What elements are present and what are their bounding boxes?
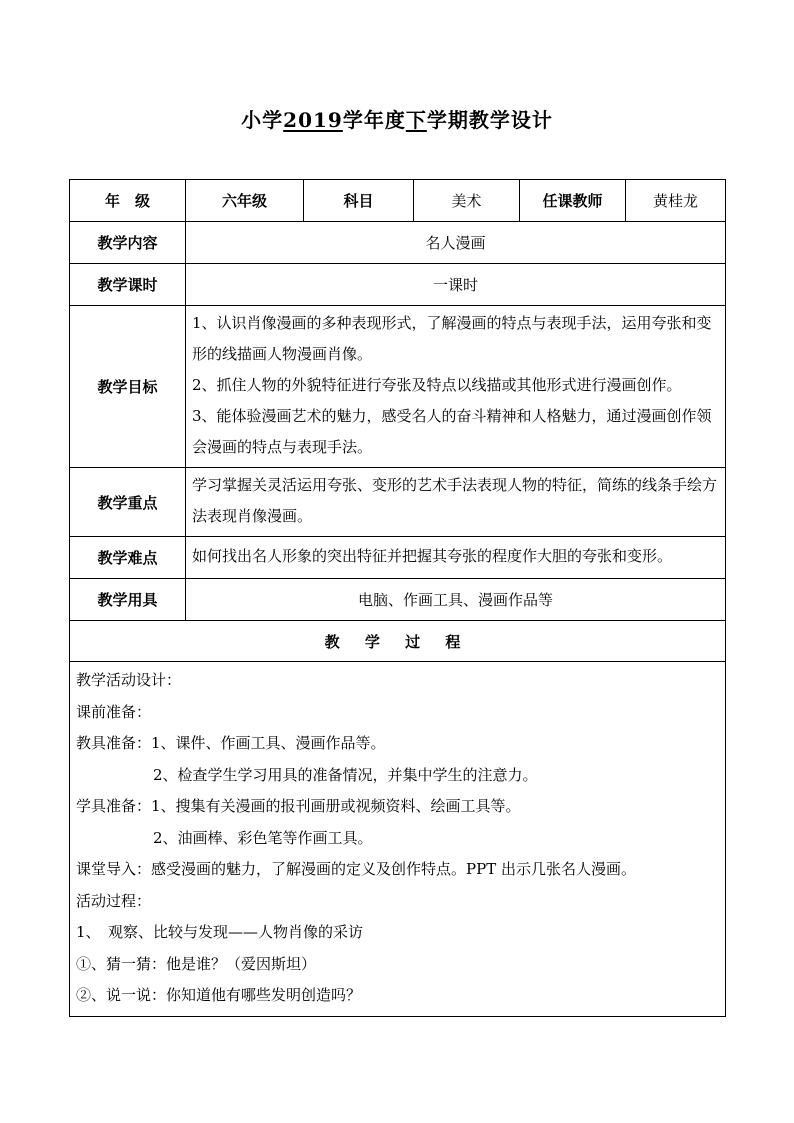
process-row — [70, 662, 726, 1017]
objectives-label: 教学目标 — [70, 306, 186, 468]
process-line: 教具准备：1、课件、作画工具、漫画作品等。 — [76, 734, 386, 752]
process-heading: 教 学 过 程 — [70, 621, 726, 662]
key-points-row — [70, 468, 726, 537]
objective-item: 1、认识肖像漫画的多种表现形式，了解漫画的特点与表现手法，运用夸张和变形的线描画人物漫画肖像。 — [192, 314, 712, 363]
process-line: ②、说一说：你知道他有哪些发明创造吗？ — [76, 986, 362, 1004]
subject-value: 美术 — [414, 180, 520, 222]
process-line: ①、猜一猜：他是谁？（爱因斯坦） — [76, 954, 317, 973]
tools-value: 电脑、作画工具、漫画作品等 — [186, 579, 726, 621]
subject-label: 科目 — [304, 180, 414, 222]
key-points-label: 教学重点 — [70, 468, 186, 537]
lesson-plan-table — [69, 179, 726, 1017]
title-year: 2019 — [283, 108, 343, 132]
process-line: 活动过程： — [76, 891, 152, 910]
title-prefix: 小学 — [241, 108, 284, 132]
document-title — [0, 104, 794, 133]
difficulties-row — [70, 537, 726, 579]
process-line: 学具准备：1、搜集有关漫画的报刊画册或视频资料、绘画工具等。 — [76, 797, 521, 815]
key-points-value: 学习掌握关灵活运用夸张、变形的艺术手法表现人物的特征，简练的线条手绘方法表现肖像漫画。 — [186, 468, 726, 537]
process-line: 课堂导入：感受漫画的魅力，了解漫画的定义及创作特点。PPT 出示几张名人漫画。 — [76, 860, 636, 878]
teacher-label: 任课教师 — [520, 180, 626, 222]
objectives-row — [70, 306, 726, 468]
hours-label: 教学课时 — [70, 264, 186, 306]
process-line: 2、检查学生学习用具的准备情况，并集中学生的注意力。 — [153, 765, 538, 784]
tools-row — [70, 579, 726, 621]
difficulties-label: 教学难点 — [70, 537, 186, 579]
content-row — [70, 222, 726, 264]
hours-value: 一课时 — [186, 264, 726, 306]
objective-item: 2、抓住人物的外貌特征进行夸张及特点以线描或其他形式进行漫画创作。 — [192, 376, 682, 394]
tools-label: 教学用具 — [70, 579, 186, 621]
content-label: 教学内容 — [70, 222, 186, 264]
process-body — [70, 662, 726, 1017]
title-suffix: 学期教学设计 — [426, 108, 553, 132]
title-middle: 学年度 — [342, 108, 406, 132]
process-line: 2、油画棒、彩色笔等作画工具。 — [153, 828, 373, 847]
difficulties-value: 如何找出名人形象的突出特征并把握其夸张的程度作大胆的夸张和变形。 — [186, 537, 726, 579]
process-heading-row — [70, 621, 726, 662]
process-line: 课前准备： — [76, 702, 152, 721]
title-term: 下 — [405, 108, 427, 132]
grade-value: 六年级 — [186, 180, 304, 222]
hours-row — [70, 264, 726, 306]
teacher-value: 黄桂龙 — [626, 180, 726, 222]
objectives-list — [186, 306, 726, 468]
objective-item: 3、能体验漫画艺术的魅力，感受名人的奋斗精神和人格魅力，通过漫画创作领会漫画的特点与表现手法。 — [192, 407, 712, 456]
process-line: 1、 观察、比较与发现——人物肖像的采访 — [76, 923, 364, 941]
grade-label: 年 级 — [70, 180, 186, 222]
process-line: 教学活动设计： — [76, 671, 182, 689]
header-row — [70, 180, 726, 222]
content-value: 名人漫画 — [186, 222, 726, 264]
